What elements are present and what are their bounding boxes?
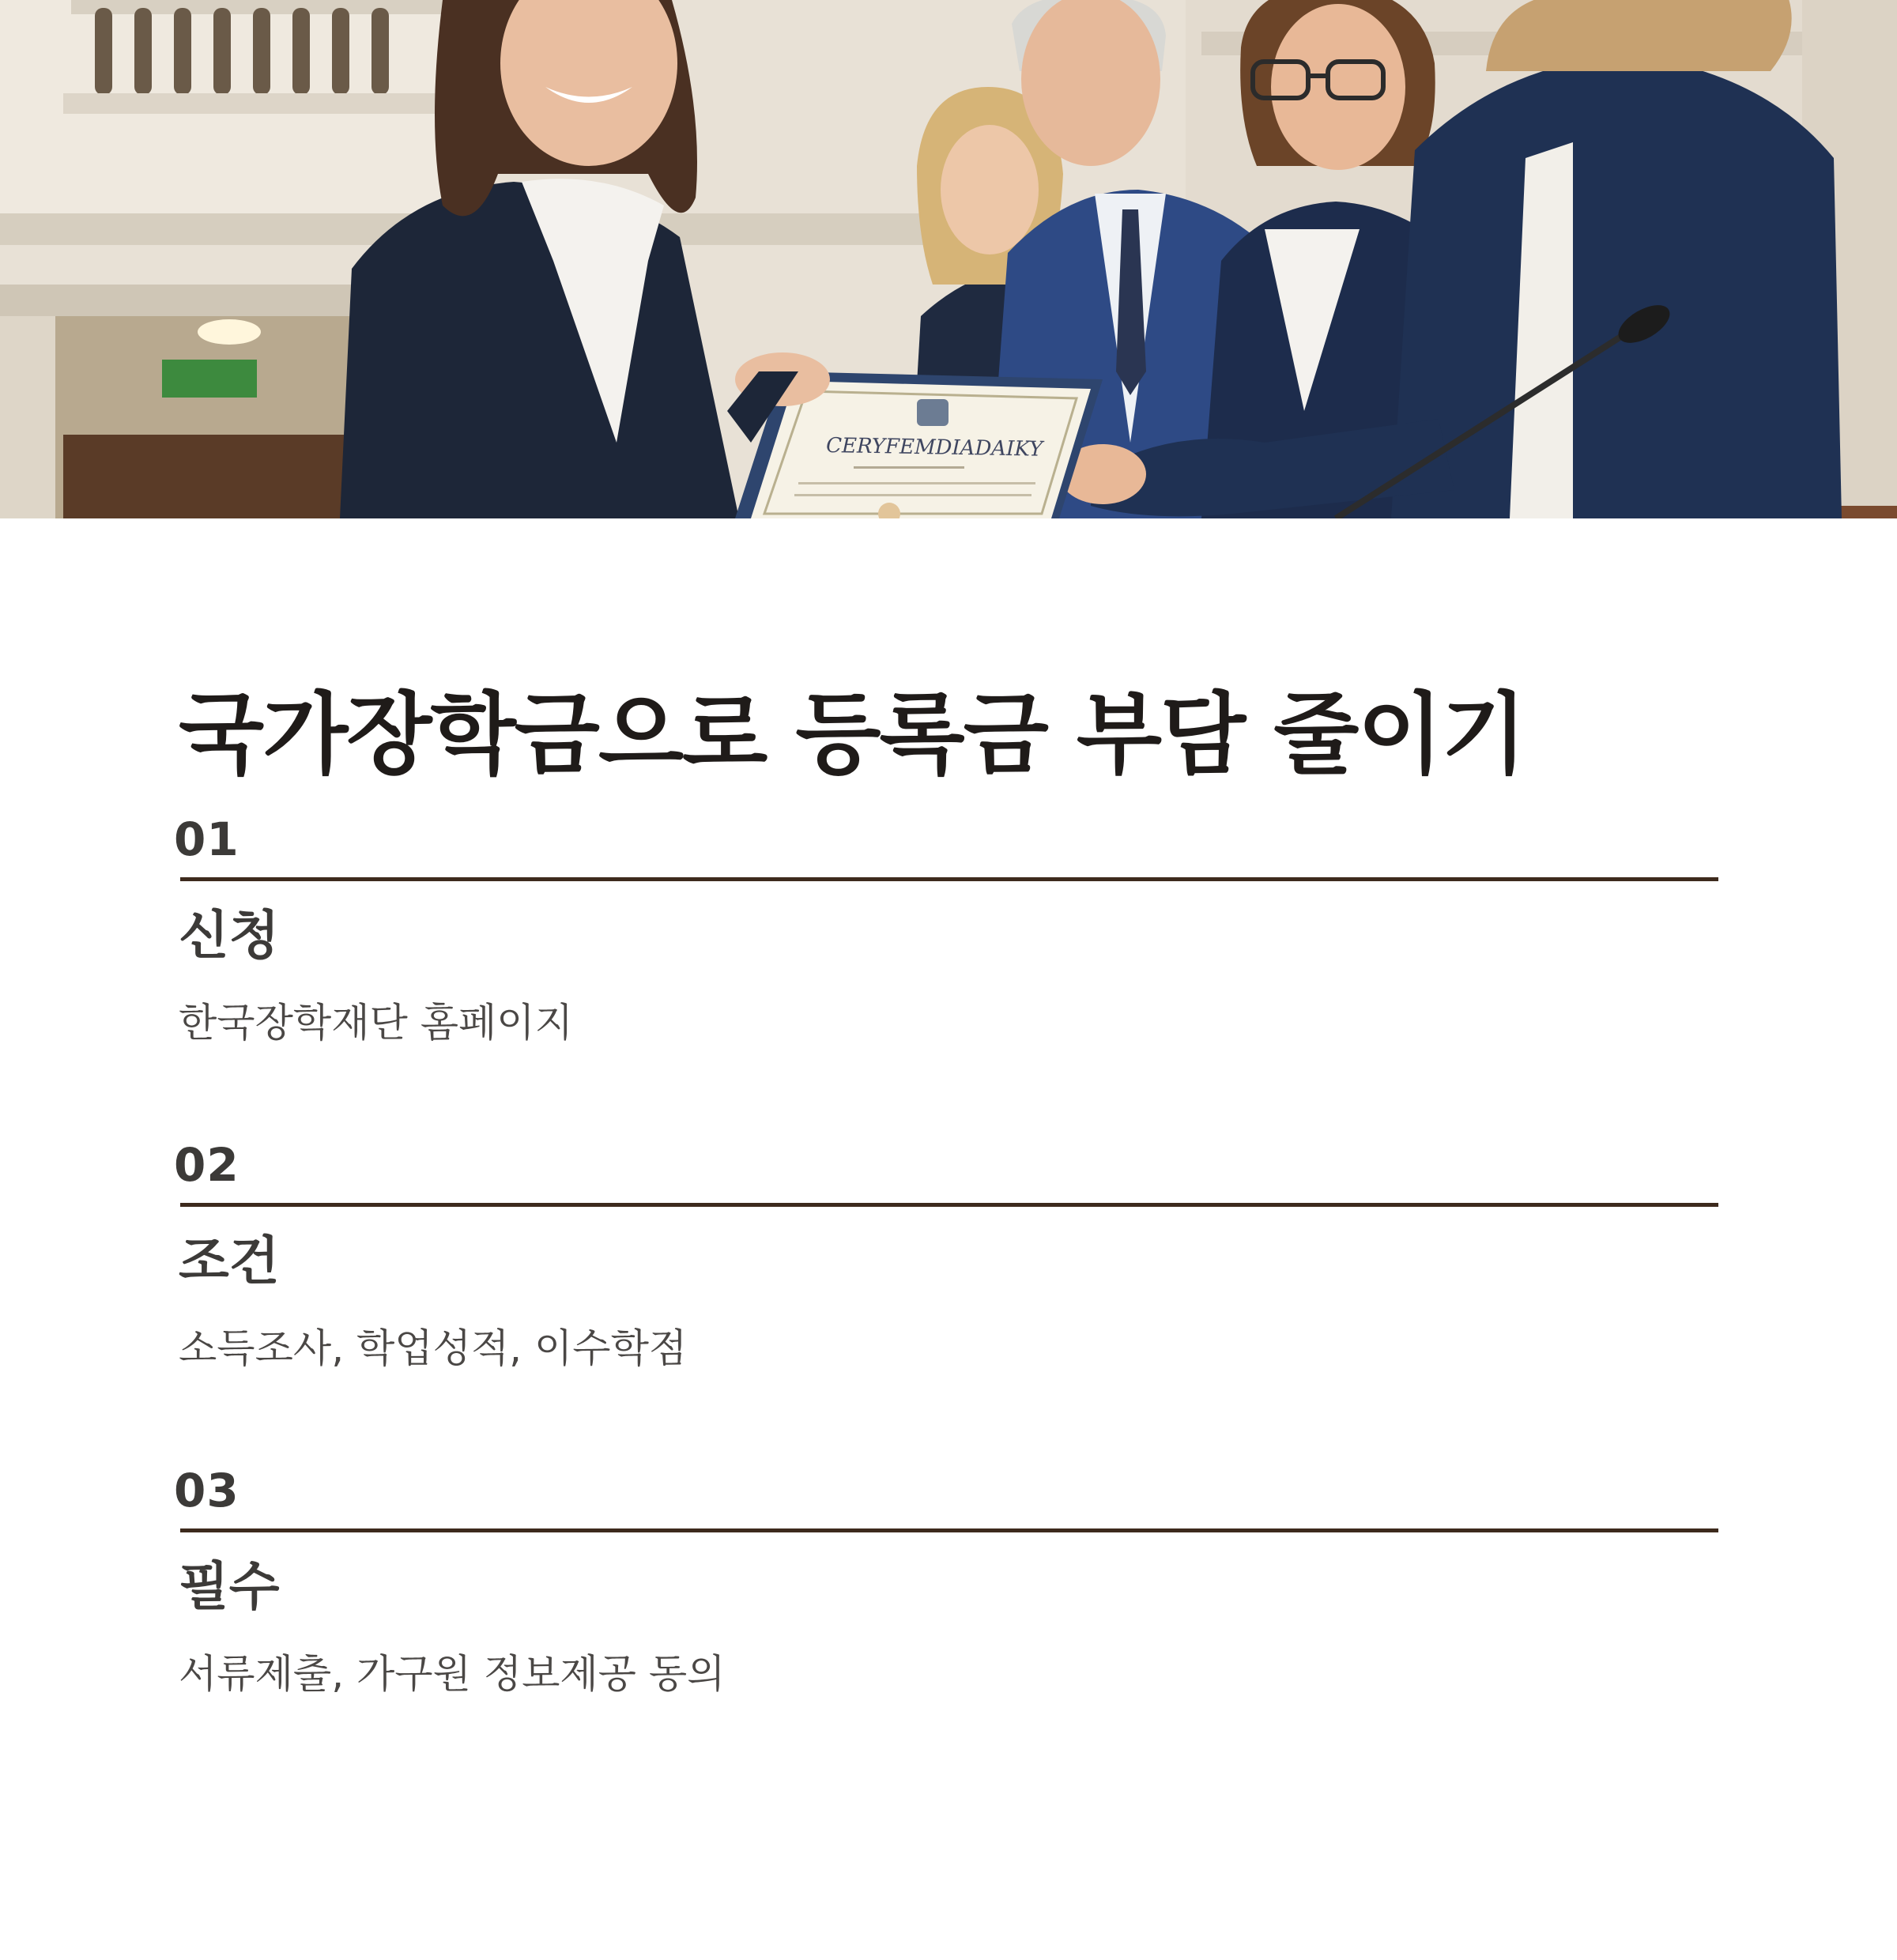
step-item [174, 1136, 1720, 1462]
hero-photo [0, 0, 1897, 518]
step-divider [180, 1528, 1718, 1532]
page-title: 국가장학금으로 등록금 부담 줄이기 [179, 684, 1526, 786]
step-number: 02 [174, 1138, 239, 1192]
step-title: 신청 [179, 905, 280, 966]
step-description: 서류제출, 가구원 정보제공 동의 [179, 1651, 726, 1697]
step-list [174, 811, 1720, 1788]
step-item [174, 811, 1720, 1136]
step-item [174, 1462, 1720, 1788]
step-description: 소득조사, 학업성적, 이수학점 [179, 1325, 688, 1371]
main-content [174, 680, 1720, 1788]
step-title: 조건 [179, 1231, 280, 1291]
step-number: 03 [174, 1464, 239, 1517]
svg-text:CERYFEMDIADAIKY: CERYFEMDIADAIKY [825, 434, 1043, 462]
step-number: 01 [174, 812, 239, 866]
step-title: 필수 [179, 1556, 280, 1617]
step-description: 한국장학재단 홈페이지 [179, 1000, 573, 1046]
step-divider [180, 877, 1718, 881]
step-divider [180, 1203, 1718, 1207]
